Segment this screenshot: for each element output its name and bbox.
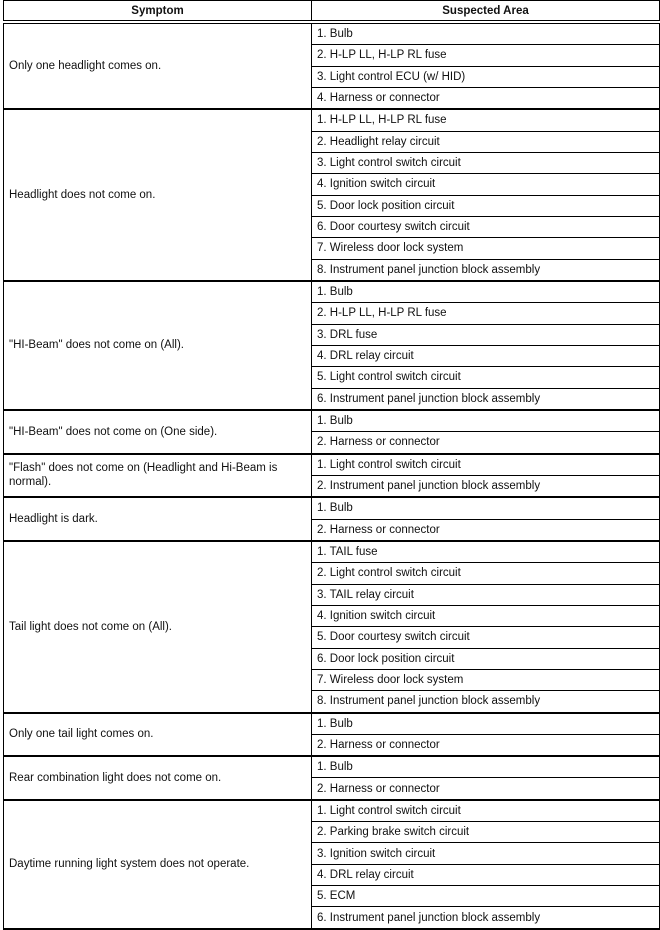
suspected-area-cell: 2. Light control switch circuit [312, 563, 660, 584]
suspected-area-cell: 2. Harness or connector [312, 778, 660, 800]
suspected-area-cell: 1. Light control switch circuit [312, 800, 660, 822]
table-row [4, 454, 660, 476]
header-suspected-area: Suspected Area [312, 1, 660, 23]
suspected-area-cell: 2. H-LP LL, H-LP RL fuse [312, 45, 660, 66]
table-row [4, 497, 660, 519]
suspected-area-cell: 6. Door courtesy switch circuit [312, 216, 660, 237]
table-body [4, 22, 660, 929]
suspected-area-cell: 1. Bulb [312, 22, 660, 45]
suspected-area-cell: 1. Bulb [312, 410, 660, 432]
table-row [4, 109, 660, 131]
table-row [4, 541, 660, 563]
suspected-area-cell: 2. H-LP LL, H-LP RL fuse [312, 303, 660, 324]
suspected-area-cell: 3. DRL fuse [312, 324, 660, 345]
symptom-cell: Only one headlight comes on. [4, 22, 312, 109]
suspected-area-cell: 2. Harness or connector [312, 432, 660, 454]
suspected-area-cell: 2. Harness or connector [312, 734, 660, 756]
symptom-cell: Daytime running light system does not operate. [4, 800, 312, 929]
suspected-area-cell: 3. Light control ECU (w/ HID) [312, 66, 660, 87]
symptom-cell: Only one tail light comes on. [4, 713, 312, 757]
suspected-area-cell: 4. DRL relay circuit [312, 864, 660, 885]
suspected-area-cell: 1. Bulb [312, 713, 660, 735]
symptom-cell: Tail light does not come on (All). [4, 541, 312, 713]
table-row [4, 22, 660, 45]
suspected-area-cell: 1. Light control switch circuit [312, 454, 660, 476]
suspected-area-cell: 1. H-LP LL, H-LP RL fuse [312, 109, 660, 131]
suspected-area-cell: 2. Instrument panel junction block assembly [312, 475, 660, 497]
suspected-area-cell: 1. Bulb [312, 281, 660, 303]
suspected-area-cell: 2. Parking brake switch circuit [312, 822, 660, 843]
suspected-area-cell: 3. Ignition switch circuit [312, 843, 660, 864]
suspected-area-cell: 6. Instrument panel junction block assembly [312, 907, 660, 929]
table-row [4, 281, 660, 303]
header-row [4, 1, 660, 23]
table-row [4, 410, 660, 432]
suspected-area-cell: 8. Instrument panel junction block assembly [312, 259, 660, 281]
suspected-area-cell: 4. Ignition switch circuit [312, 174, 660, 195]
suspected-area-cell: 3. Light control switch circuit [312, 152, 660, 173]
symptom-cell: "HI-Beam" does not come on (One side). [4, 410, 312, 454]
suspected-area-cell: 6. Instrument panel junction block assembly [312, 388, 660, 410]
symptom-cell: "HI-Beam" does not come on (All). [4, 281, 312, 410]
suspected-area-cell: 4. Ignition switch circuit [312, 605, 660, 626]
suspected-area-cell: 5. Door courtesy switch circuit [312, 627, 660, 648]
suspected-area-cell: 5. ECM [312, 886, 660, 907]
troubleshooting-table [3, 0, 660, 930]
suspected-area-cell: 4. Harness or connector [312, 87, 660, 109]
table-row [4, 713, 660, 735]
suspected-area-cell: 6. Door lock position circuit [312, 648, 660, 669]
suspected-area-cell: 8. Instrument panel junction block assembly [312, 691, 660, 713]
suspected-area-cell: 7. Wireless door lock system [312, 669, 660, 690]
suspected-area-cell: 1. Bulb [312, 497, 660, 519]
suspected-area-cell: 2. Headlight relay circuit [312, 131, 660, 152]
suspected-area-cell: 3. TAIL relay circuit [312, 584, 660, 605]
table-row [4, 756, 660, 778]
symptom-cell: Rear combination light does not come on. [4, 756, 312, 800]
header-symptom: Symptom [4, 1, 312, 23]
suspected-area-cell: 1. Bulb [312, 756, 660, 778]
table-row [4, 800, 660, 822]
suspected-area-cell: 5. Door lock position circuit [312, 195, 660, 216]
symptom-cell: Headlight is dark. [4, 497, 312, 541]
symptom-cell: Headlight does not come on. [4, 109, 312, 281]
suspected-area-cell: 2. Harness or connector [312, 519, 660, 541]
suspected-area-cell: 1. TAIL fuse [312, 541, 660, 563]
suspected-area-cell: 5. Light control switch circuit [312, 367, 660, 388]
suspected-area-cell: 4. DRL relay circuit [312, 345, 660, 366]
symptom-cell: "Flash" does not come on (Headlight and Hi-Beam is normal). [4, 454, 312, 498]
suspected-area-cell: 7. Wireless door lock system [312, 238, 660, 259]
